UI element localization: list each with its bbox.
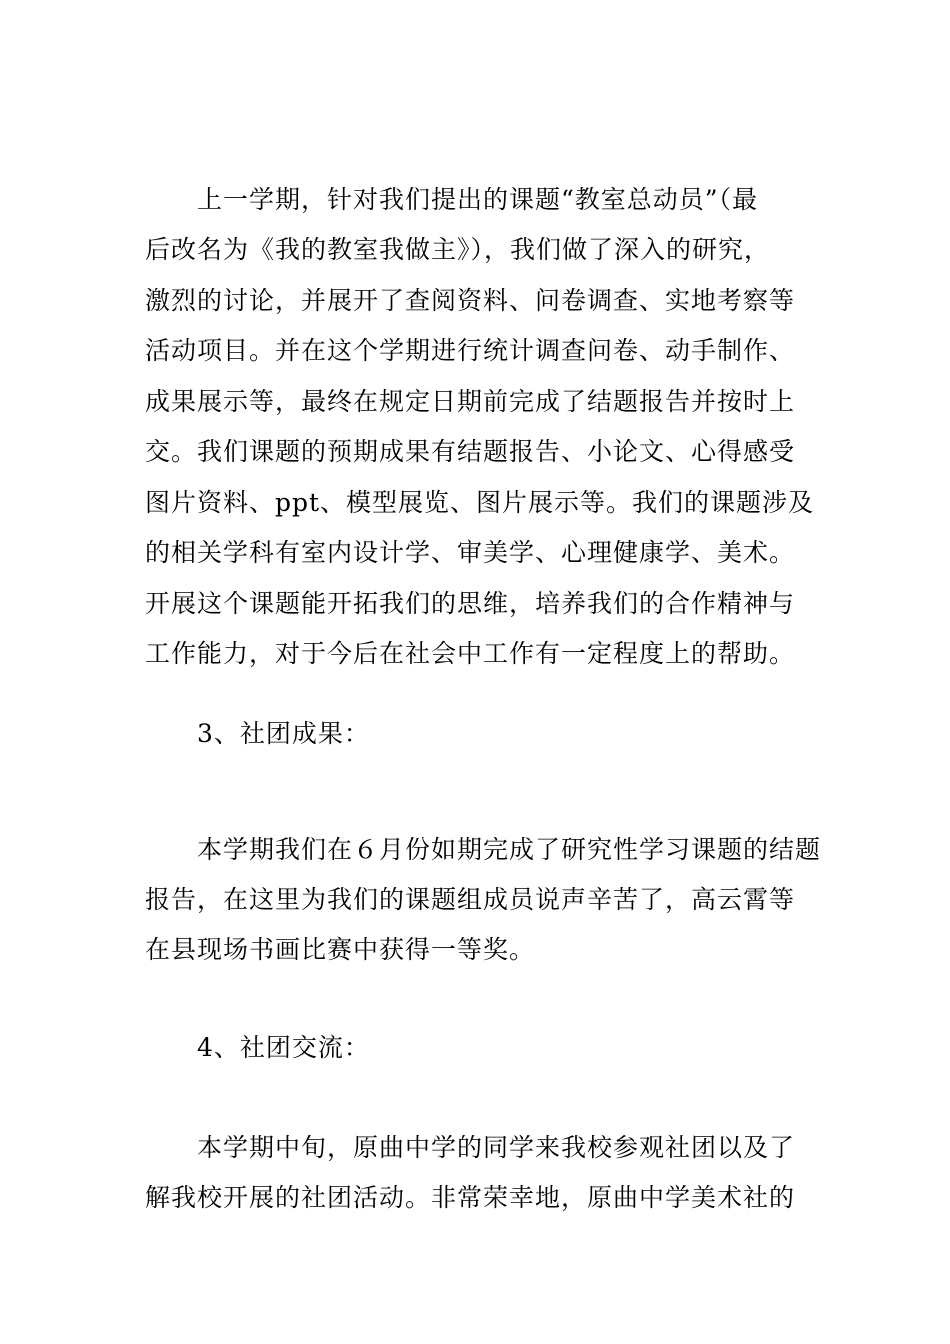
paragraph-line: 的相关学科有室内设计学、审美学、心理健康学、美术。: [145, 538, 796, 567]
paragraph-line: 本学期我们在６月份如期完成了研究性学习课题的结题: [197, 835, 822, 864]
section-heading: 3、社团成果：: [197, 719, 370, 748]
paragraph-line: 图片资料、ppt、模型展览、图片展示等。我们的课题涉及: [145, 488, 815, 517]
paragraph-line: 激烈的讨论，并展开了查阅资料、问卷调查、实地考察等: [145, 286, 796, 315]
paragraph-line: 工作能力，对于今后在社会中工作有一定程度上的帮助。: [145, 639, 796, 668]
paragraph-line: 成果展示等，最终在规定日期前完成了结题报告并按时上: [145, 387, 796, 416]
paragraph-line: 解我校开展的社团活动。非常荣幸地，原曲中学美术社的: [145, 1183, 796, 1212]
paragraph-line: 报告，在这里为我们的课题组成员说声辛苦了，高云霄等: [145, 885, 796, 914]
paragraph-line: 后改名为《我的教室我做主》），我们做了深入的研究，: [145, 235, 771, 264]
paragraph-line: 活动项目。并在这个学期进行统计调查问卷、动手制作、: [145, 336, 796, 365]
paragraph-line: 开展这个课题能开拓我们的思维，培养我们的合作精神与: [145, 589, 796, 618]
section-heading: 4、社团交流：: [197, 1033, 370, 1062]
paragraph-line: 上一学期，针对我们提出的课题“教室总动员”（最: [197, 185, 759, 214]
paragraph-line: 在县现场书画比赛中获得一等奖。: [145, 935, 536, 964]
paragraph-line: 本学期中旬，原曲中学的同学来我校参观社团以及了: [197, 1133, 796, 1162]
paragraph-line: 交。我们课题的预期成果有结题报告、小论文、心得感受: [145, 437, 796, 466]
